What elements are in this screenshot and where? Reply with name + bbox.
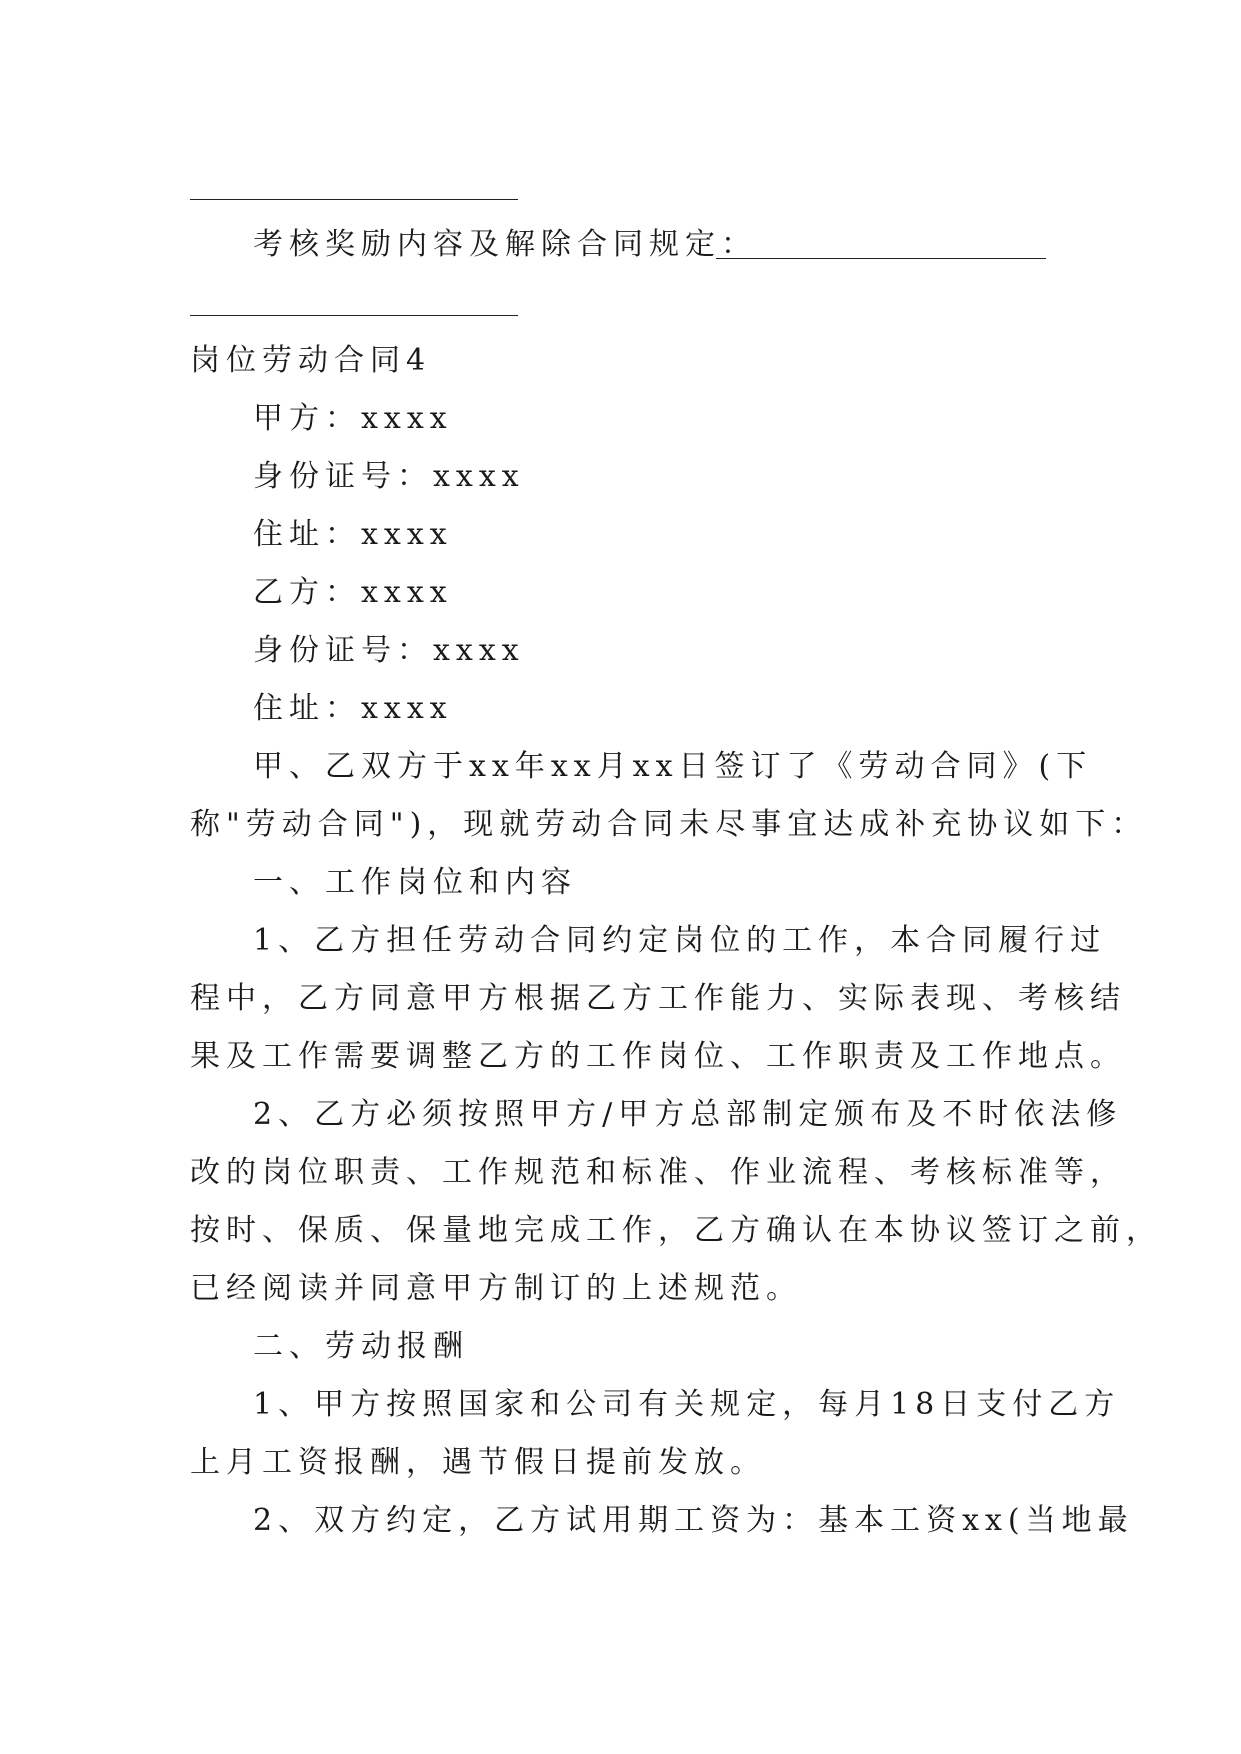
paragraph-line: 1、乙方担任劳动合同约定岗位的工作，本合同履行过: [253, 923, 1107, 958]
fill-in-blank-line: [190, 199, 518, 200]
party-line: 住址：xxxx: [253, 691, 453, 726]
paragraph-line: 2、乙方必须按照甲方/甲方总部制定颁布及不时依法修: [253, 1097, 1123, 1132]
paragraph-line: 程中，乙方同意甲方根据乙方工作能力、实际表现、考核结: [190, 981, 1126, 1016]
party-line: 身份证号：xxxx: [253, 633, 525, 668]
party-line: 甲方：xxxx: [253, 401, 453, 436]
party-line: 乙方：xxxx: [253, 575, 453, 610]
contract-title: 岗位劳动合同4: [190, 343, 432, 378]
paragraph-line: 果及工作需要调整乙方的工作岗位、工作职责及工作地点。: [190, 1039, 1126, 1074]
paragraph-line: 2、双方约定，乙方试用期工资为：基本工资xx(当地最: [253, 1503, 1134, 1538]
section-heading: 一、工作岗位和内容: [253, 865, 577, 900]
party-line: 身份证号：xxxx: [253, 459, 525, 494]
paragraph-line: 已经阅读并同意甲方制订的上述规范。: [190, 1271, 802, 1306]
paragraph-line: 按时、保质、保量地完成工作，乙方确认在本协议签订之前，: [190, 1213, 1162, 1248]
section-heading: 二、劳动报酬: [253, 1329, 469, 1364]
paragraph-line: 称"劳动合同")，现就劳动合同未尽事宜达成补充协议如下：: [190, 807, 1148, 842]
paragraph-line: 上月工资报酬，遇节假日提前发放。: [190, 1445, 766, 1480]
paragraph-line: 改的岗位职责、工作规范和标准、作业流程、考核标准等，: [190, 1155, 1126, 1190]
party-line: 住址：xxxx: [253, 517, 453, 552]
fill-in-blank-line: [716, 258, 1046, 259]
fill-in-blank-line: [190, 315, 518, 316]
paragraph-line: 1、甲方按照国家和公司有关规定，每月18日支付乙方: [253, 1387, 1121, 1422]
clause-heading: 考核奖励内容及解除合同规定：: [253, 227, 757, 262]
paragraph-line: 甲、乙双方于xx年xx月xx日签订了《劳动合同》(下: [253, 749, 1093, 784]
